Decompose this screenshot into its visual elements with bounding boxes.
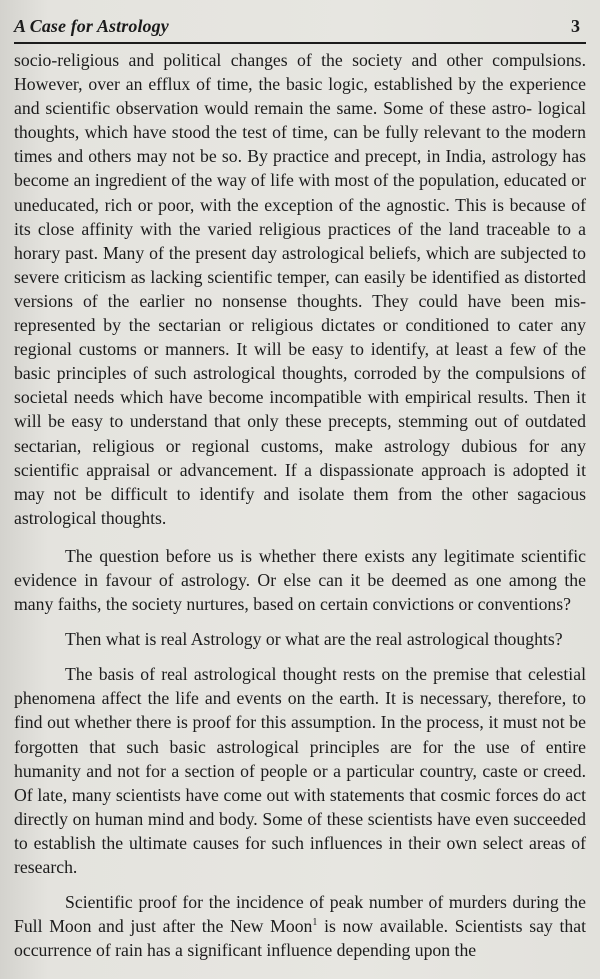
paragraph-intro: socio-religious and political changes of the society and other compulsions. However, over an efflux of time, the basic logic, established by the experience and scientific observation would remain the same. Some of these astro- logical thoughts, which have stood the test of time, can be fully relevant to the modern times and others may not be so. By practice and precept, in India, astrology has become an ingredient of the way of life with most of the population, educated or uneducated, rich or poor, with the exception of the agnostic. This is because of its close affinity with the varied religious practices of the land traceable to a horary past. Many of the present day astrological beliefs, which are subjected to severe criticism as lacking scientific temper, can easily be identified as distorted versions of the earlier no nonsense thoughts. They could have been mis-represented by the sectarian or religious dictates or conditioned to cater any regional customs or manners. It will be easy to identify, at least a few of the basic principles of such astrological thoughts, corroded by the compulsions of societal needs which have become incompatible with empirical results. Then it will be easy to understand that only these precepts, stemming out of outdated sectarian, religious or regional customs, make astrology dubious for any scientific appraisal or advancement. If a dispassionate approach is adopted it may not be difficult to identify and isolate them from the other sagacious astrological thoughts. bbox=[14, 50, 586, 528]
body-text bbox=[14, 48, 586, 962]
running-title: A Case for Astrology bbox=[14, 16, 169, 36]
footnote-marker: 1 bbox=[312, 917, 318, 929]
paragraph-question: The question before us is whether there exists any legitimate scientific evidence in favour of astrology. Or else can it be deemed as one among the many faiths, the society nurtures, based on certain convictions or conventions? bbox=[14, 545, 586, 615]
paragraph-scientific-proof-text-1: Scientific proof for the incidence of peak number of murders during the Full Moon and just after the New Moon bbox=[14, 892, 586, 937]
page-number: 3 bbox=[571, 16, 580, 36]
page-header bbox=[14, 14, 586, 44]
paragraph-scientific-proof-text-2: is now available. Scientists say that occurrence of rain has a significant influence depending upon the bbox=[14, 916, 586, 961]
paragraph-scientific-proof bbox=[14, 890, 586, 962]
paragraph-real-astrology: Then what is real Astrology or what are the real astrological thoughts? bbox=[65, 629, 563, 650]
paragraph-basis: The basis of real astrological thought rests on the premise that celestial phenomena affect the life and events on the earth. It is necessary, therefore, to find out whether there is proof for this assumption. In the process, it must not be forgotten that such basic astrological principles are for the use of entire humanity and not for a section of people or a particular country, caste or creed. Of late, many scientists have come out with statements that cosmic forces do act directly on human mind and body. Some of these scientists have even succeeded to establish the ultimate causes for such influences in their own select areas of research. bbox=[14, 664, 586, 877]
